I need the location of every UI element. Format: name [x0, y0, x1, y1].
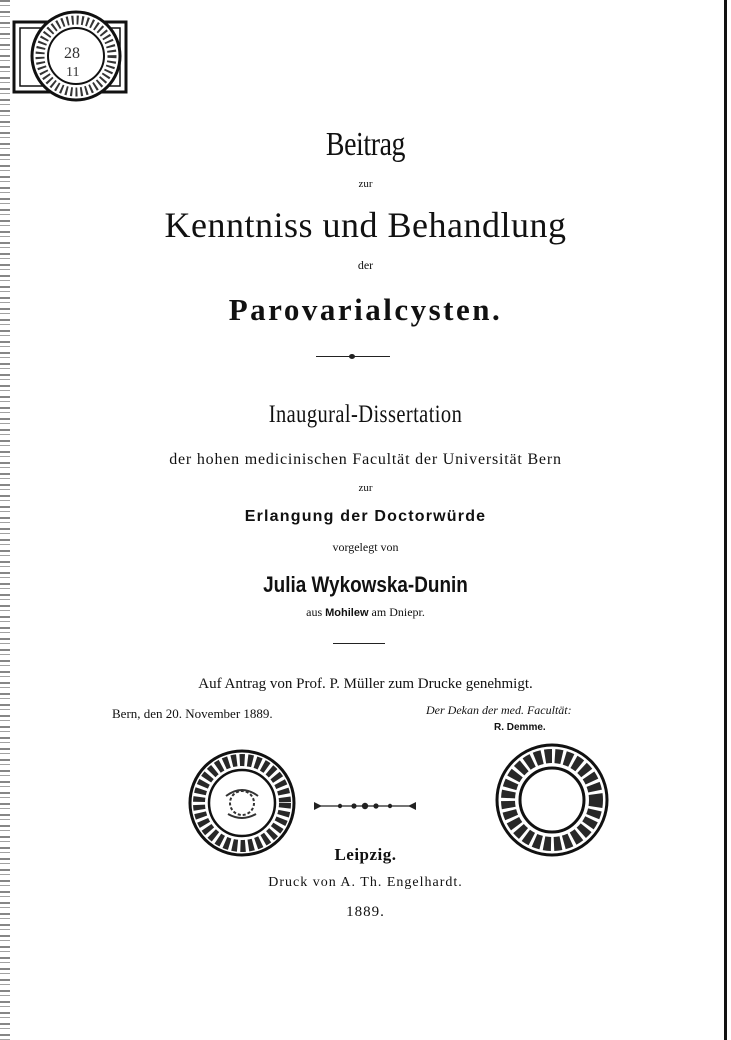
- dissertation-heading: Inaugural-Dissertation: [268, 401, 463, 428]
- library-stamp-top: [12, 8, 130, 104]
- approval-line: Auf Antrag von Prof. P. Müller zum Drucke genehmigt.: [198, 676, 533, 692]
- connector-zur: zur: [358, 178, 373, 190]
- author-origin: [0, 605, 731, 620]
- purpose-line: Erlangung der Doctorwürde: [244, 508, 487, 525]
- svg-text:28: 28: [64, 45, 80, 62]
- subtitle: Kenntniss und Behandlung: [164, 205, 567, 245]
- faculty-line: der hohen medicinischen Facultät der Universität Bern: [169, 451, 562, 468]
- dean-title: Der Dekan der med. Facultät:: [426, 703, 572, 717]
- ornament-divider: [300, 796, 430, 816]
- origin-suffix: am Dniepr.: [371, 605, 425, 619]
- connector-zur-2: zur: [358, 482, 373, 494]
- origin-prefix: aus: [306, 605, 323, 619]
- place-date: Bern, den 20. November 1889.: [112, 706, 273, 721]
- academy-stamp-bottom-right: [492, 742, 612, 858]
- title: Beitrag: [325, 126, 406, 163]
- publication-year: 1889.: [346, 904, 385, 920]
- library-stamp-bottom-left: [180, 748, 304, 858]
- dean-name: R. Demme.: [494, 722, 546, 733]
- connector-der: der: [357, 258, 374, 272]
- divider-rule: [333, 643, 385, 644]
- svg-text:11: 11: [66, 65, 80, 80]
- subject-title: Parovarialcysten.: [228, 292, 503, 327]
- author-name: Julia Wykowska-Dunin: [263, 572, 468, 597]
- publisher-city: Leipzig.: [334, 845, 397, 864]
- printer-line: Druck von A. Th. Engelhardt.: [268, 875, 463, 890]
- ornamental-rule-top: [316, 356, 390, 357]
- origin-city: Mohilew: [325, 607, 369, 619]
- presented-by: vorgelegt von: [332, 540, 399, 554]
